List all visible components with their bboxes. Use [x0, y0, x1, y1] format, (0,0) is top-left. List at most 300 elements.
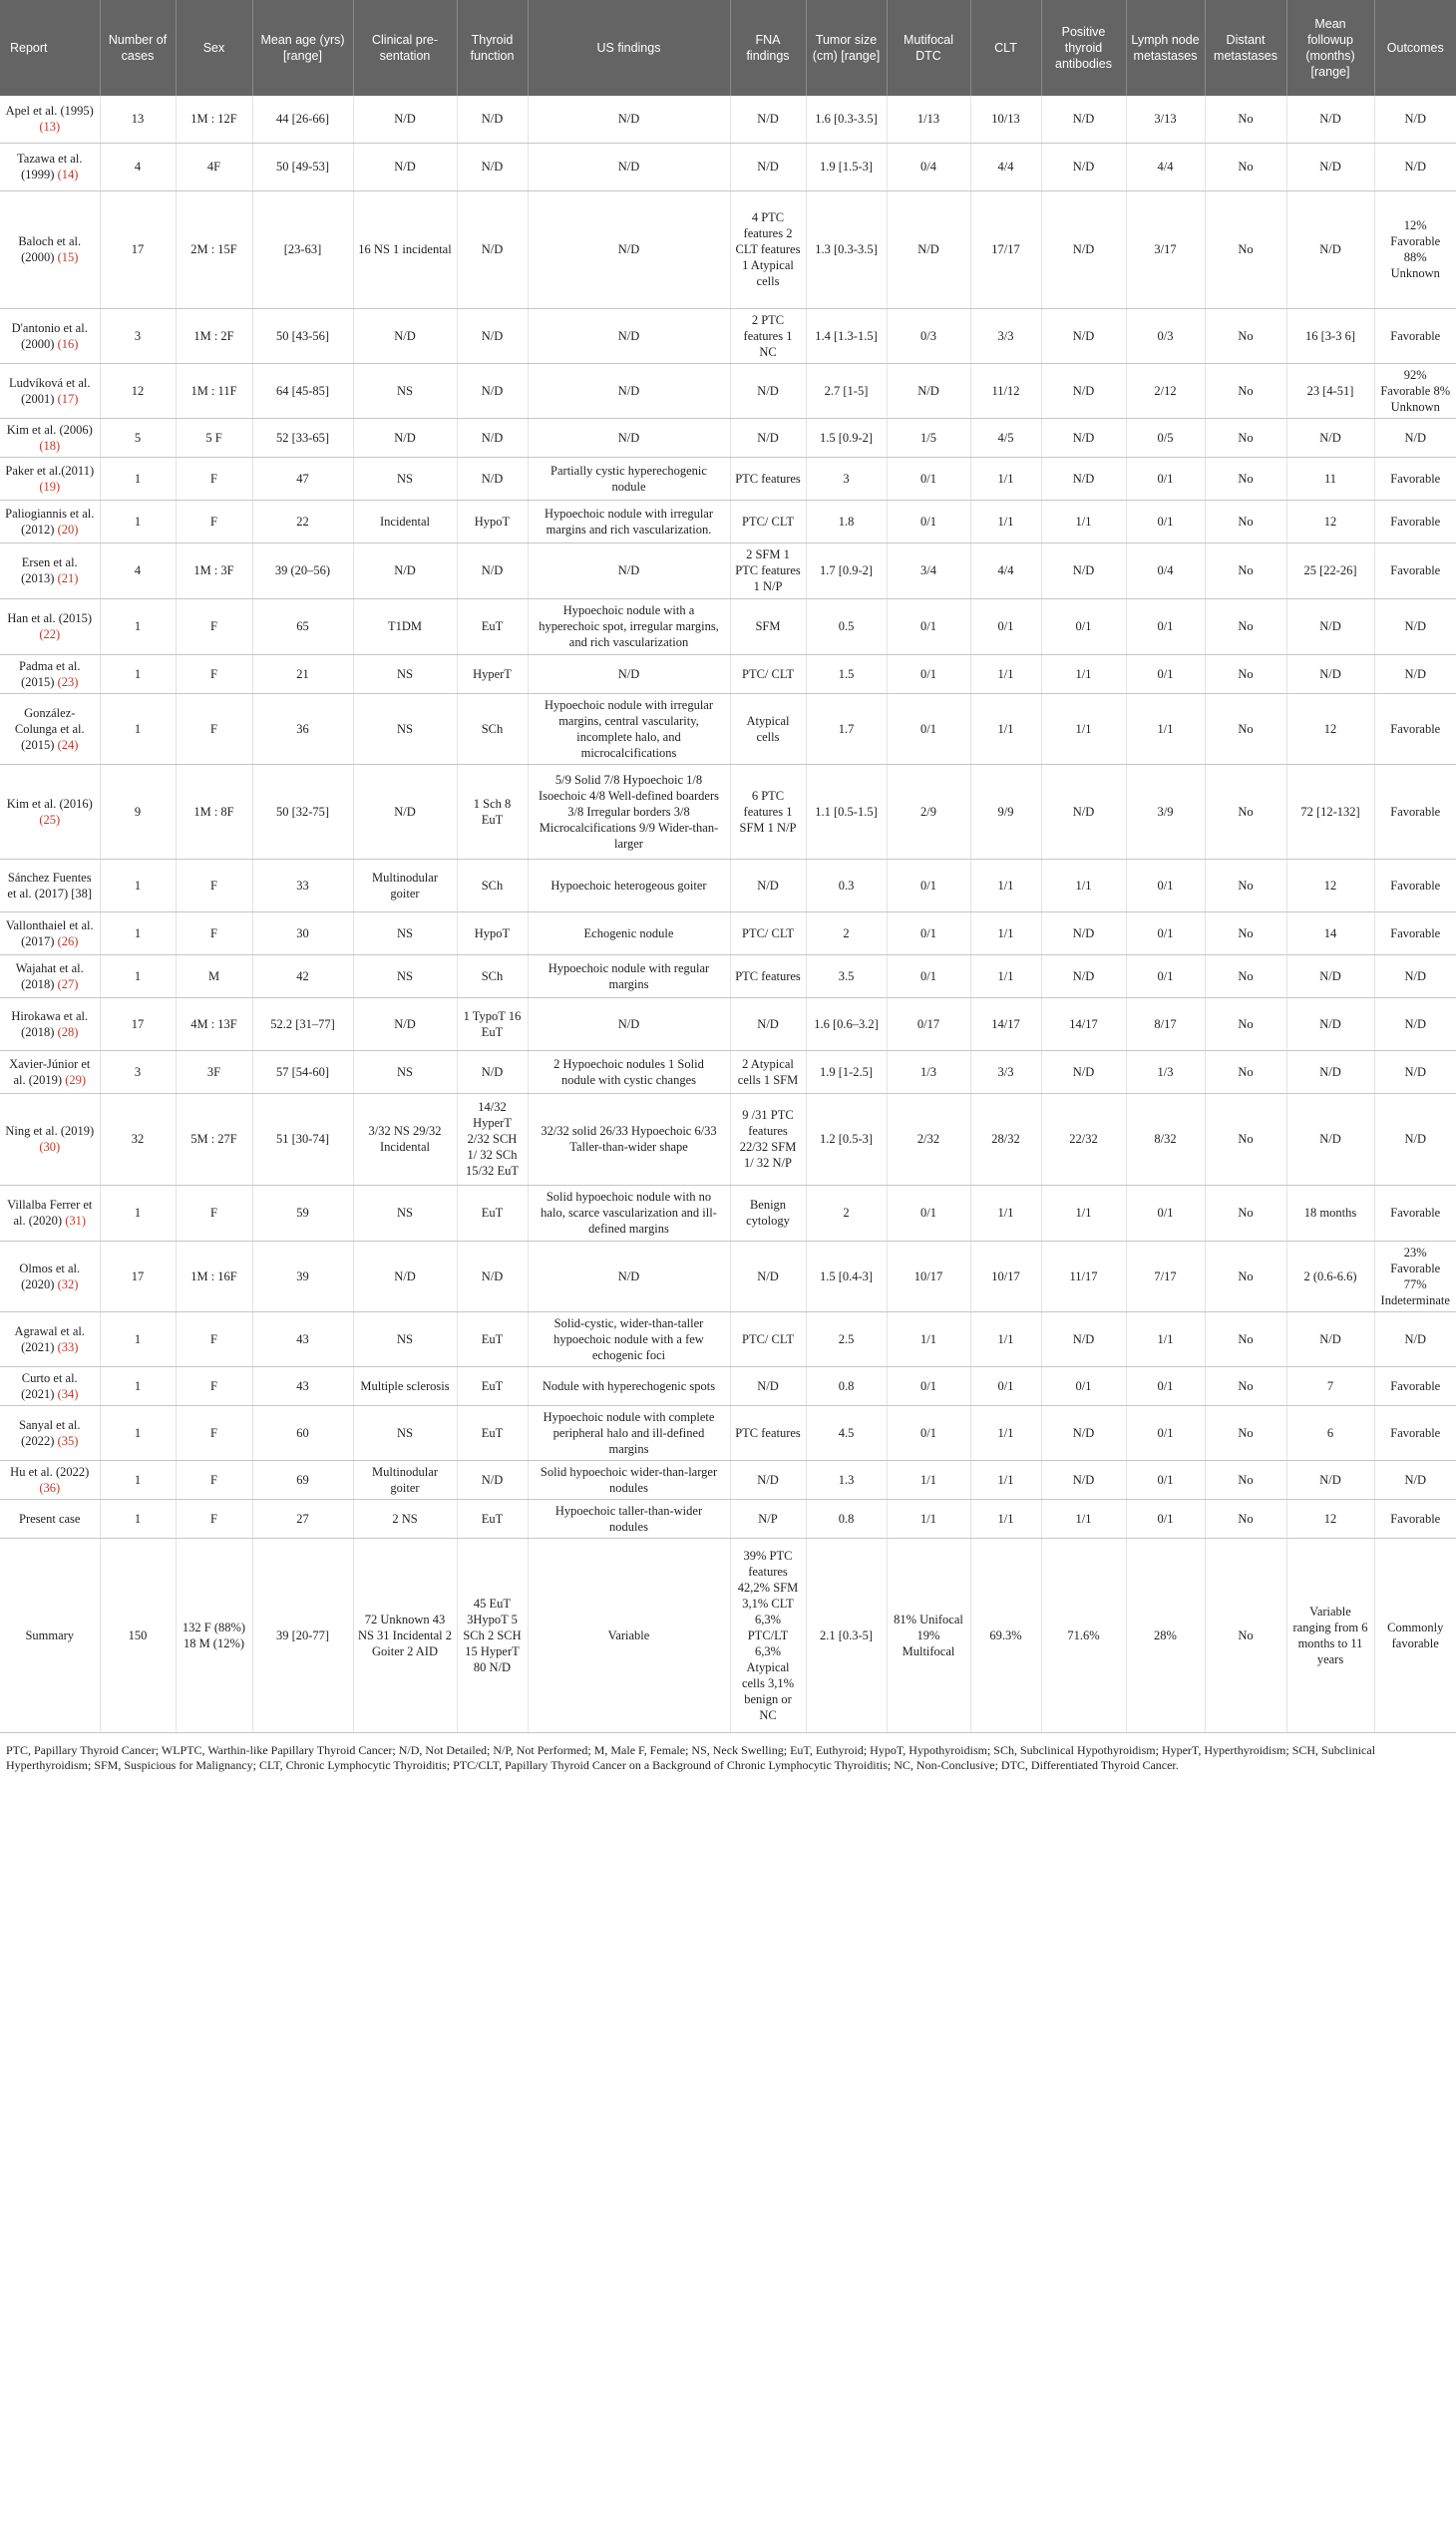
report-cell — [0, 1093, 100, 1185]
table-cell: HypoT — [457, 500, 528, 542]
table-cell: Variable — [528, 1538, 730, 1732]
table-cell: 17/17 — [970, 190, 1041, 308]
report-name: Kim et al. (2016) — [6, 796, 93, 811]
table-cell: 2 — [806, 911, 887, 954]
table-cell: 65 — [252, 598, 353, 654]
table-cell: Favorable — [1374, 457, 1456, 500]
table-cell: N/D — [457, 418, 528, 457]
table-cell: 3/32 NS 29/32 Incidental — [353, 1093, 457, 1185]
reference-link[interactable]: (31) — [65, 1214, 87, 1228]
table-cell: N/D — [1041, 1050, 1126, 1093]
table-cell: 1/1 — [970, 654, 1041, 693]
table-cell: 1.6 [0.6–3.2] — [806, 997, 887, 1050]
table-cell: 4 — [100, 542, 176, 598]
table-cell: N/D — [353, 418, 457, 457]
table-cell: 47 — [252, 457, 353, 500]
table-cell: 3 — [806, 457, 887, 500]
table-row — [0, 96, 1456, 143]
report-cell — [0, 1241, 100, 1311]
table-cell: 0/1 — [1126, 911, 1205, 954]
reference-link[interactable]: (17) — [57, 391, 79, 406]
table-cell: No — [1205, 1050, 1286, 1093]
report-name: Wajahat et al. (2018) — [15, 960, 84, 991]
table-cell: 1 — [100, 654, 176, 693]
table-cell: N/D — [1041, 363, 1126, 418]
reference-link[interactable]: (27) — [57, 976, 79, 991]
table-cell: 12 — [1286, 859, 1374, 911]
table-cell: 1/1 — [970, 954, 1041, 997]
table-cell: N/D — [1374, 1093, 1456, 1185]
table-cell: Hypoechoic nodule with a hyperechoic spot, irregular margins, and rich vascularization — [528, 598, 730, 654]
table-cell: No — [1205, 1460, 1286, 1499]
table-cell: 39 [20-77] — [252, 1538, 353, 1732]
table-cell: F — [176, 1405, 252, 1460]
table-cell: 1/1 — [887, 1499, 970, 1538]
table-cell: 1.3 [0.3-3.5] — [806, 190, 887, 308]
table-cell: 1 — [100, 500, 176, 542]
table-cell: Favorable — [1374, 1405, 1456, 1460]
table-cell: F — [176, 1499, 252, 1538]
report-name: Han et al. (2015) — [7, 611, 93, 625]
reference-link[interactable]: (30) — [39, 1140, 61, 1154]
table-cell: N/D — [1041, 418, 1126, 457]
table-cell: 12 — [1286, 693, 1374, 764]
table-cell: 0/1 — [1126, 954, 1205, 997]
report-cell — [0, 190, 100, 308]
table-cell: 0.8 — [806, 1499, 887, 1538]
reference-link[interactable]: (20) — [57, 522, 79, 537]
report-name: Ning et al. (2019) — [5, 1124, 95, 1138]
table-cell: N/D — [1374, 143, 1456, 190]
table-cell: 6 PTC features 1 SFM 1 N/P — [730, 764, 806, 859]
reference-link[interactable]: (13) — [39, 120, 61, 135]
table-cell: 1/1 — [970, 693, 1041, 764]
table-cell: No — [1205, 598, 1286, 654]
table-cell: 0/1 — [887, 1405, 970, 1460]
table-cell: 0/1 — [1126, 1185, 1205, 1241]
table-cell: N/D — [1041, 96, 1126, 143]
table-cell: 14 — [1286, 911, 1374, 954]
table-cell: 0/1 — [887, 693, 970, 764]
table-cell: 3 — [100, 308, 176, 363]
table-cell: N/D — [457, 96, 528, 143]
table-cell: NS — [353, 1050, 457, 1093]
table-cell: 1 — [100, 457, 176, 500]
table-cell: 1.5 [0.9-2] — [806, 418, 887, 457]
table-cell: NS — [353, 1185, 457, 1241]
table-cell: 21 — [252, 654, 353, 693]
table-row — [0, 418, 1456, 457]
reference-link[interactable]: (36) — [39, 1480, 61, 1495]
reference-link[interactable]: (21) — [57, 571, 79, 585]
table-cell: 72 Unknown 43 NS 31 Incidental 2 Goiter 2 AID — [353, 1538, 457, 1732]
table-cell: Echogenic nodule — [528, 911, 730, 954]
table-cell: 69 — [252, 1460, 353, 1499]
table-cell: N/D — [1286, 954, 1374, 997]
table-cell: 1/1 — [970, 859, 1041, 911]
report-cell — [0, 859, 100, 911]
column-header: FNA findings — [730, 0, 806, 96]
table-cell: N/D — [1286, 418, 1374, 457]
table-cell: M — [176, 954, 252, 997]
table-cell: N/D — [1041, 1405, 1126, 1460]
table-cell: 72 [12-132] — [1286, 764, 1374, 859]
table-cell: 30 — [252, 911, 353, 954]
table-cell: N/D — [1041, 143, 1126, 190]
table-cell: 4.5 — [806, 1405, 887, 1460]
report-name: Xavier-Júnior et al. (2019) — [9, 1056, 91, 1087]
table-cell: 0/17 — [887, 997, 970, 1050]
table-cell: N/D — [730, 1460, 806, 1499]
reference-link[interactable]: (28) — [57, 1024, 79, 1039]
table-cell: N/D — [528, 997, 730, 1050]
table-cell: F — [176, 457, 252, 500]
table-cell: 16 NS 1 incidental — [353, 190, 457, 308]
table-cell: 5 — [100, 418, 176, 457]
table-cell: N/D — [1286, 143, 1374, 190]
table-cell: Partially cystic hyperechogenic nodule — [528, 457, 730, 500]
table-cell: N/D — [353, 997, 457, 1050]
table-cell: 2/9 — [887, 764, 970, 859]
table-cell: N/D — [353, 308, 457, 363]
table-cell: 50 [32-75] — [252, 764, 353, 859]
table-cell: 7/17 — [1126, 1241, 1205, 1311]
table-cell: Favorable — [1374, 859, 1456, 911]
reference-link[interactable]: (25) — [39, 812, 61, 827]
table-cell: 4 — [100, 143, 176, 190]
table-cell: 2 SFM 1 PTC features 1 N/P — [730, 542, 806, 598]
table-cell: 5M : 27F — [176, 1093, 252, 1185]
table-cell: NS — [353, 954, 457, 997]
table-cell: 12 — [100, 363, 176, 418]
table-cell: 52 [33-65] — [252, 418, 353, 457]
table-cell: 0/1 — [1126, 859, 1205, 911]
table-cell: Favorable — [1374, 1499, 1456, 1538]
table-cell: 1/1 — [1041, 1185, 1126, 1241]
table-cell: 1/1 — [887, 1460, 970, 1499]
table-cell: N/D — [528, 1241, 730, 1311]
report-cell — [0, 500, 100, 542]
table-cell: 0/4 — [887, 143, 970, 190]
table-cell: N/D — [730, 96, 806, 143]
table-row — [0, 859, 1456, 911]
table-cell: 1.8 — [806, 500, 887, 542]
table-cell: Multiple sclerosis — [353, 1366, 457, 1405]
table-cell: F — [176, 598, 252, 654]
reference-link[interactable]: (32) — [57, 1276, 79, 1291]
table-cell: 0.8 — [806, 1366, 887, 1405]
table-footnote: PTC, Papillary Thyroid Cancer; WLPTC, Warthin-like Papillary Thyroid Cancer; N/D, Not Detailed; N/P, Not Performed; M, Male F, Female; NS, Neck Swelling; EuT, Euthyroid; HypoT, Hypothyroidism; SCh, Subclinical Hypothyroidism; HyperT, Hyperthyroidism; SCH, Subclinical Hyperthyroidism; SFM, Suspicious for Malignancy; CLT, Chronic Lymphocytic Thyroiditis; PTC/CLT, Papillary Thyroid Cancer on a Background of Chronic Lymphocytic Thyroiditis; NC, Non-Conclusive; DTC, Differentiated Thyroid Cancer. — [6, 1742, 1376, 1773]
report-cell — [0, 693, 100, 764]
table-cell: 1 — [100, 598, 176, 654]
table-cell: 1.4 [1.3-1.5] — [806, 308, 887, 363]
table-cell: F — [176, 500, 252, 542]
table-cell: 0/1 — [1126, 598, 1205, 654]
table-cell: SCh — [457, 954, 528, 997]
table-cell: 0/1 — [1126, 1499, 1205, 1538]
report-cell — [0, 997, 100, 1050]
table-cell: 44 [26-66] — [252, 96, 353, 143]
table-cell: Incidental — [353, 500, 457, 542]
table-cell: 1/1 — [1041, 500, 1126, 542]
column-header: Number of cases — [100, 0, 176, 96]
table-cell: N/D — [528, 143, 730, 190]
table-cell: 1M : 3F — [176, 542, 252, 598]
report-cell — [0, 143, 100, 190]
table-cell: No — [1205, 363, 1286, 418]
table-row — [0, 1050, 1456, 1093]
table-cell: 1/1 — [970, 500, 1041, 542]
table-cell: 1M : 2F — [176, 308, 252, 363]
table-cell: 132 F (88%) 18 M (12%) — [176, 1538, 252, 1732]
table-cell: 1/5 — [887, 418, 970, 457]
report-cell — [0, 1311, 100, 1366]
table-cell: No — [1205, 457, 1286, 500]
reference-link[interactable]: (18) — [39, 438, 61, 453]
table-cell: No — [1205, 1366, 1286, 1405]
table-row — [0, 457, 1456, 500]
table-cell: 1 — [100, 954, 176, 997]
reference-link[interactable]: (29) — [65, 1072, 87, 1087]
table-row — [0, 1366, 1456, 1405]
table-cell: 6 — [1286, 1405, 1374, 1460]
report-cell — [0, 308, 100, 363]
table-cell: 28% — [1126, 1538, 1205, 1732]
table-cell: 1/3 — [887, 1050, 970, 1093]
table-row — [0, 1241, 1456, 1311]
table-cell: No — [1205, 96, 1286, 143]
report-cell — [0, 1460, 100, 1499]
table-cell: SFM — [730, 598, 806, 654]
table-cell: 3.5 — [806, 954, 887, 997]
table-cell: N/D — [353, 96, 457, 143]
table-cell: 23% Favorable 77% Indeterminate — [1374, 1241, 1456, 1311]
column-header: Positive thyroid antibodies — [1041, 0, 1126, 96]
reference-link[interactable]: (22) — [39, 627, 61, 641]
table-cell: N/D — [457, 457, 528, 500]
table-cell: Favorable — [1374, 764, 1456, 859]
table-cell: 11/12 — [970, 363, 1041, 418]
table-row — [0, 997, 1456, 1050]
table-cell: N/D — [528, 308, 730, 363]
report-cell — [0, 1366, 100, 1405]
table-cell: 16 [3-3 6] — [1286, 308, 1374, 363]
table-cell: F — [176, 693, 252, 764]
table-cell: 0/1 — [887, 598, 970, 654]
table-cell: No — [1205, 1405, 1286, 1460]
reference-link[interactable]: (16) — [57, 336, 79, 351]
table-cell: PTC/ CLT — [730, 654, 806, 693]
reference-link[interactable]: (15) — [57, 250, 79, 264]
table-cell: 0/1 — [1126, 1460, 1205, 1499]
reference-link[interactable]: (19) — [39, 479, 61, 494]
table-cell: 4F — [176, 143, 252, 190]
table-cell: 4/4 — [970, 542, 1041, 598]
table-cell: 9/9 — [970, 764, 1041, 859]
table-cell: No — [1205, 500, 1286, 542]
table-cell: 1.6 [0.3-3.5] — [806, 96, 887, 143]
table-cell: No — [1205, 764, 1286, 859]
table-cell: 4/5 — [970, 418, 1041, 457]
column-header: CLT — [970, 0, 1041, 96]
column-header: Mutifocal DTC — [887, 0, 970, 96]
table-cell: N/D — [1374, 1460, 1456, 1499]
report-name: Paliogiannis et al. (2012) — [5, 506, 95, 537]
table-cell: Nodule with hyperechogenic spots — [528, 1366, 730, 1405]
table-body — [0, 96, 1456, 1732]
table-cell: 2 PTC features 1 NC — [730, 308, 806, 363]
table-cell: 59 — [252, 1185, 353, 1241]
table-cell: PTC features — [730, 457, 806, 500]
table-cell: N/D — [1374, 418, 1456, 457]
table-cell: 0/3 — [1126, 308, 1205, 363]
column-header: Report — [0, 0, 100, 96]
report-cell — [0, 654, 100, 693]
report-cell — [0, 457, 100, 500]
table-cell: N/D — [353, 143, 457, 190]
table-cell: 0/3 — [887, 308, 970, 363]
table-cell: 1M : 11F — [176, 363, 252, 418]
table-cell: N/D — [1041, 764, 1126, 859]
table-cell: 1.7 [0.9-2] — [806, 542, 887, 598]
table-cell: 1 TypoT 16 EuT — [457, 997, 528, 1050]
reference-link[interactable]: (23) — [57, 674, 79, 689]
table-cell: 1/1 — [970, 1311, 1041, 1366]
table-cell: SCh — [457, 859, 528, 911]
table-row — [0, 1538, 1456, 1732]
table-cell: N/D — [1374, 954, 1456, 997]
report-cell — [0, 1185, 100, 1241]
report-name: Vallonthaiel et al. (2017) — [5, 917, 94, 948]
table-cell: SCh — [457, 693, 528, 764]
table-cell: PTC/ CLT — [730, 1311, 806, 1366]
table-cell: 1/1 — [970, 1405, 1041, 1460]
reference-link[interactable]: (14) — [57, 168, 79, 181]
table-cell: N/D — [1041, 954, 1126, 997]
table-cell: No — [1205, 190, 1286, 308]
table-cell: 43 — [252, 1366, 353, 1405]
column-header: Tumor size (cm) [range] — [806, 0, 887, 96]
table-cell: No — [1205, 1499, 1286, 1538]
table-cell: 64 [45-85] — [252, 363, 353, 418]
reference-link[interactable]: (26) — [57, 933, 79, 948]
table-cell: 2.5 — [806, 1311, 887, 1366]
table-cell: 0.3 — [806, 859, 887, 911]
reference-link[interactable]: (24) — [57, 737, 79, 752]
table-cell: 0/1 — [887, 1366, 970, 1405]
table-cell: Hypoechoic nodule with complete peripheral halo and ill-defined margins — [528, 1405, 730, 1460]
table-cell: N/D — [1286, 1093, 1374, 1185]
table-cell: 1.5 — [806, 654, 887, 693]
table-cell: No — [1205, 1241, 1286, 1311]
table-cell: 39 (20–56) — [252, 542, 353, 598]
table-cell: 1/1 — [970, 911, 1041, 954]
column-header: Outcomes — [1374, 0, 1456, 96]
table-cell: 0/1 — [887, 859, 970, 911]
table-cell: 9 /31 PTC features 22/32 SFM 1/ 32 N/P — [730, 1093, 806, 1185]
table-cell: 1/1 — [1041, 654, 1126, 693]
table-row — [0, 654, 1456, 693]
table-cell: Hypoechoic nodule with regular margins — [528, 954, 730, 997]
reference-link[interactable]: (34) — [57, 1386, 79, 1401]
reference-link[interactable]: (33) — [57, 1339, 79, 1354]
table-cell: 10/17 — [887, 1241, 970, 1311]
table-cell: 1/1 — [1041, 1499, 1126, 1538]
table-cell: F — [176, 1311, 252, 1366]
report-name: D'antonio et al. (2000) — [11, 320, 88, 351]
table-cell: 0/1 — [887, 654, 970, 693]
table-cell: 3/3 — [970, 1050, 1041, 1093]
table-cell: NS — [353, 1311, 457, 1366]
table-cell: HyperT — [457, 654, 528, 693]
table-cell: 0/1 — [1041, 1366, 1126, 1405]
report-name: Baloch et al. (2000) — [18, 234, 82, 264]
table-cell: N/D — [353, 764, 457, 859]
table-cell: NS — [353, 911, 457, 954]
table-cell: 2 — [806, 1185, 887, 1241]
table-cell: 18 months — [1286, 1185, 1374, 1241]
table-cell: N/D — [1041, 190, 1126, 308]
report-cell — [0, 764, 100, 859]
table-cell: 1/1 — [1041, 859, 1126, 911]
report-name: Villalba Ferrer et al. (2020) — [7, 1198, 93, 1228]
report-name: Present case — [19, 1511, 81, 1526]
table-row — [0, 1460, 1456, 1499]
table-cell: Atypical cells — [730, 693, 806, 764]
table-cell: 5/9 Solid 7/8 Hypoechoic 1/8 Isoechoic 4/8 Well-defined boarders 3/8 Irregular borders 3/8 Microcalcifications 9/9 Wider-than-larger — [528, 764, 730, 859]
table-cell: 92% Favorable 8% Unknown — [1374, 363, 1456, 418]
column-header: Mean age (yrs) [range] — [252, 0, 353, 96]
table-cell: 0.5 — [806, 598, 887, 654]
report-name: Kim et al. (2006) — [6, 422, 93, 437]
report-cell — [0, 542, 100, 598]
table-cell: 27 — [252, 1499, 353, 1538]
reference-link[interactable]: (35) — [57, 1433, 79, 1448]
table-cell: 1.3 — [806, 1460, 887, 1499]
table-cell: 3 — [100, 1050, 176, 1093]
column-header: Thyroid function — [457, 0, 528, 96]
table-cell: 14/17 — [1041, 997, 1126, 1050]
table-cell: 0/4 — [1126, 542, 1205, 598]
table-cell: No — [1205, 542, 1286, 598]
report-name: Summary — [25, 1627, 75, 1642]
table-cell: 1/1 — [970, 1460, 1041, 1499]
table-cell: 5 F — [176, 418, 252, 457]
table-cell: NS — [353, 363, 457, 418]
table-cell: 28/32 — [970, 1093, 1041, 1185]
table-row — [0, 764, 1456, 859]
table-cell: F — [176, 859, 252, 911]
table-cell: NS — [353, 1405, 457, 1460]
table-cell: F — [176, 1460, 252, 1499]
table-cell: Solid hypoechoic wider-than-larger nodules — [528, 1460, 730, 1499]
table-cell: N/D — [457, 1050, 528, 1093]
table-cell: N/D — [1286, 654, 1374, 693]
table-cell: 0/1 — [1041, 598, 1126, 654]
report-cell — [0, 363, 100, 418]
table-cell: 10/13 — [970, 96, 1041, 143]
table-cell: 11 — [1286, 457, 1374, 500]
table-cell: No — [1205, 143, 1286, 190]
table-cell: 2 NS — [353, 1499, 457, 1538]
table-cell: 1 — [100, 911, 176, 954]
table-cell: N/D — [457, 363, 528, 418]
table-row — [0, 1405, 1456, 1460]
table-cell: N/D — [528, 654, 730, 693]
table-cell: N/D — [1286, 598, 1374, 654]
report-name: Apel et al. (1995) — [5, 104, 94, 119]
table-cell: N/D — [457, 1460, 528, 1499]
